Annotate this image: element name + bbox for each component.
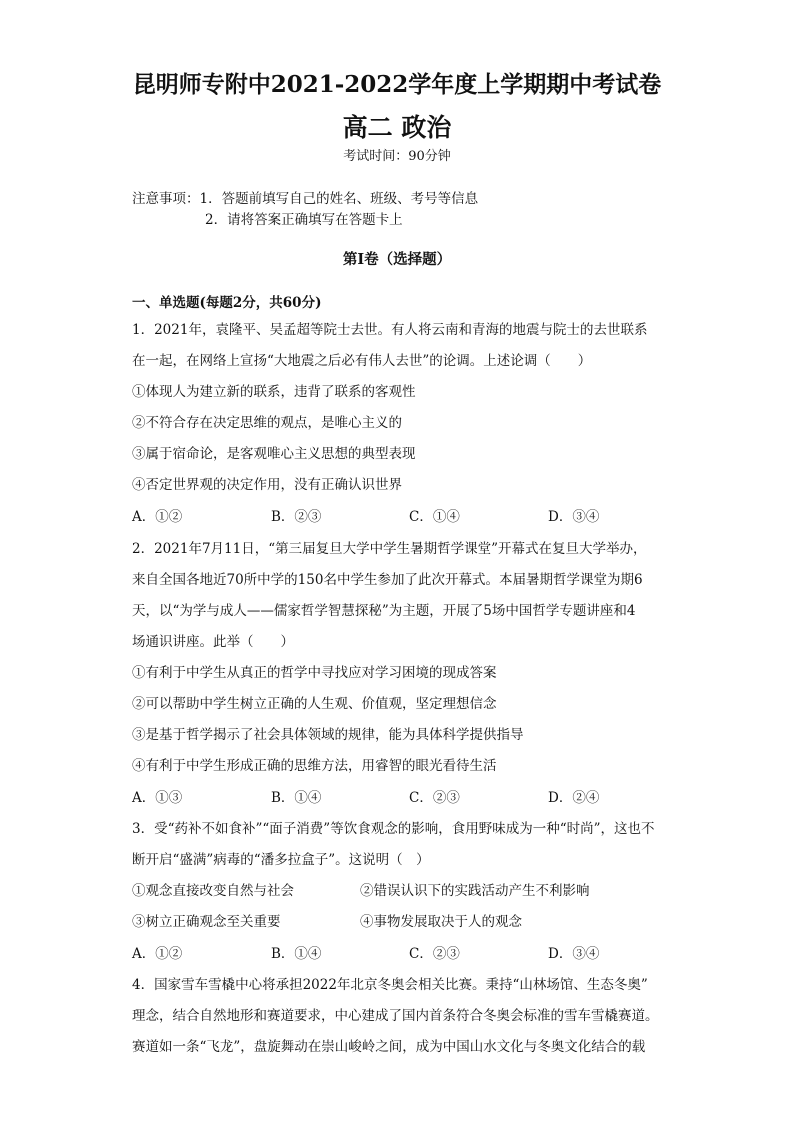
notice-line-1: 注意事项：1．答题前填写自己的姓名、班级、考号等信息 <box>132 191 479 207</box>
q4-stem-line: 理念，结合自然地形和赛道要求，中心建成了国内首条符合冬奥会标准的雪车雪橇赛道。 <box>132 1008 659 1024</box>
exam-time: 考试时间：90分钟 <box>343 149 451 164</box>
q2-statement: ①有利于中学生从真正的哲学中寻找应对学习困境的现成答案 <box>132 665 497 681</box>
q3-statement: ①观念直接改变自然与社会 <box>132 883 294 899</box>
q2-stem-line: 来自全国各地近70所中学的150名中学生参加了此次开幕式。本届暑期哲学课堂为期6 <box>132 572 643 588</box>
q2-stem-line: 天，以“为学与成人——儒家哲学智慧探秘”为主题，开展了5场中国哲学专题讲座和4 <box>132 603 636 619</box>
q3-stem-line: 断开启“盛满”病毒的“潘多拉盒子”。这说明（ ） <box>132 852 430 868</box>
exam-subject: 高二 政治 <box>342 113 452 142</box>
q2-option-b: B．①④ <box>271 790 322 806</box>
exam-title: 昆明师专附中2021-2022学年度上学期期中考试卷 <box>132 71 662 98</box>
q2-option-a: A．①③ <box>132 790 183 806</box>
q2-statement: ③是基于哲学揭示了社会具体领域的规律，能为具体科学提供指导 <box>132 727 524 743</box>
q1-stem-line: 1．2021年，袁隆平、吴孟超等院士去世。有人将云南和青海的地震与院士的去世联系 <box>132 322 648 338</box>
q1-statement: ④否定世界观的决定作用，没有正确认识世界 <box>132 477 402 493</box>
q1-option-b: B．②③ <box>271 509 322 525</box>
q3-option-b: B．①④ <box>271 946 322 962</box>
q1-stem-line: 在一起，在网络上宣扬“大地震之后必有伟人去世”的论调。上述论调（ ） <box>132 353 592 369</box>
q3-statement: ③树立正确观念至关重要 <box>132 914 281 930</box>
section-title: 第I卷（选择题） <box>342 251 452 268</box>
q2-statement: ④有利于中学生形成正确的思维方法，用睿智的眼光看待生活 <box>132 758 497 774</box>
q2-option-d: D．②④ <box>548 790 600 806</box>
q4-stem-line: 4．国家雪车雪橇中心将承担2022年北京冬奥会相关比赛。秉持“山林场馆、生态冬奥” <box>132 977 648 993</box>
q3-option-c: C．②③ <box>409 946 460 962</box>
q1-statement: ②不符合存在决定思维的观点，是唯心主义的 <box>132 415 402 431</box>
q2-stem-line: 场通识讲座。此举（ ） <box>132 634 294 650</box>
q1-statement: ③属于宿命论，是客观唯心主义思想的典型表现 <box>132 446 416 462</box>
q1-statement: ①体现人为建立新的联系，违背了联系的客观性 <box>132 384 416 400</box>
q2-option-c: C．②③ <box>409 790 460 806</box>
q3-statement: ④事物发展取决于人的观念 <box>360 914 522 930</box>
q3-option-d: D．③④ <box>548 946 600 962</box>
part-title: 一、单选题(每题2分，共60分) <box>132 295 322 311</box>
notice-line-2: 2．请将答案正确填写在答题卡上 <box>205 212 403 228</box>
q3-statement: ②错误认识下的实践活动产生不利影响 <box>360 883 590 899</box>
q4-stem-line: 赛道如一条“飞龙”，盘旋舞动在崇山峻岭之间，成为中国山水文化与冬奥文化结合的载 <box>132 1039 646 1055</box>
q1-option-d: D．③④ <box>548 509 600 525</box>
q3-option-a: A．①② <box>132 946 183 962</box>
q2-stem-line: 2．2021年7月11日，“第三届复旦大学中学生暑期哲学课堂”开幕式在复旦大学举办， <box>132 541 647 557</box>
q1-option-a: A．①② <box>132 509 183 525</box>
q3-stem-line: 3．受“药补不如食补”“面子消费”等饮食观念的影响，食用野味成为一种“时尚”，这也不 <box>132 821 655 837</box>
q1-option-c: C．①④ <box>409 509 460 525</box>
q2-statement: ②可以帮助中学生树立正确的人生观、价值观，坚定理想信念 <box>132 696 497 712</box>
